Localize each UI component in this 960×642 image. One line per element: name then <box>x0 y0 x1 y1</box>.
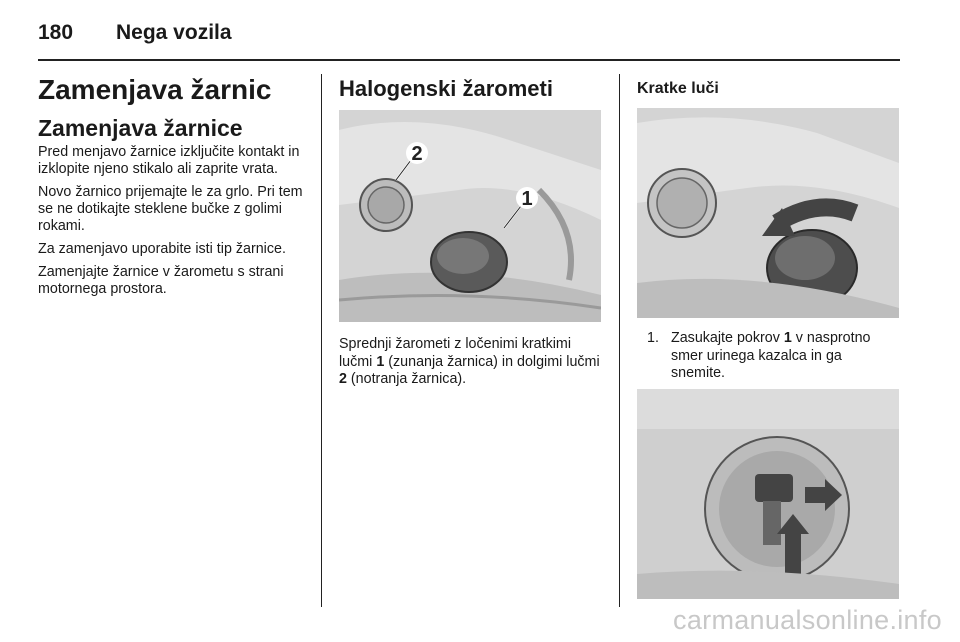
caption-text-1: Sprednji žarometi z ločenimi kratkimi lučmi <box>339 336 571 370</box>
figure-label-2: 2 <box>411 143 423 165</box>
low-beam-figure <box>637 108 899 318</box>
headlamp-illustration <box>339 110 601 322</box>
paragraph-1: Pred menjavo žarnice izključite kontakt in izklopite njeno stikalo ali zaprite vrata. <box>38 144 300 177</box>
column-2 <box>339 74 604 104</box>
low-beam-heading: Kratke luči <box>637 80 719 97</box>
headlamp-figure <box>339 110 601 322</box>
caption-ref-1: 1 <box>376 353 385 370</box>
paragraph-3: Za zamenjavo uporabite isti tip žarnice. <box>38 241 286 257</box>
step-1 <box>647 330 899 383</box>
column-3 <box>637 74 899 100</box>
paragraph-2: Novo žarnico prijemajte le za grlo. Pri tem se ne dotikajte steklene bučke z golimi rokami. <box>38 184 303 234</box>
watermark: carmanualsonline.info <box>673 605 942 635</box>
page-number: 180 <box>38 21 74 44</box>
column-1 <box>38 74 310 304</box>
step-1-text-b: v nasprotno smer urinega kazalca in ga snemite. <box>671 330 871 381</box>
bulb-removal-illustration <box>637 389 899 599</box>
headlamp-caption <box>339 336 607 389</box>
page-header <box>38 18 232 48</box>
step-1-ref: 1 <box>783 330 792 346</box>
halogen-heading: Halogenski žarometi <box>339 76 553 101</box>
rotate-cover-illustration <box>637 108 899 318</box>
step-1-text-a: Zasukajte pokrov <box>671 330 784 346</box>
caption-ref-2: 2 <box>339 371 347 387</box>
caption-text-3: (notranja žarnica). <box>346 371 467 387</box>
column-divider-2 <box>619 74 620 607</box>
step-1-number: 1. <box>647 330 659 346</box>
section-title: Nega vozila <box>116 21 232 44</box>
figure-label-1: 1 <box>521 188 533 210</box>
step-1-text <box>671 330 899 383</box>
caption-text-2: (zunanja žarnica) in dolgimi lučmi <box>384 353 600 370</box>
bulb-removal-figure <box>637 389 899 599</box>
paragraph-4: Zamenjajte žarnice v žarometu s strani motornega prostora. <box>38 264 284 297</box>
sub-heading: Zamenjava žarnice <box>38 115 243 141</box>
main-heading: Zamenjava žarnic <box>38 74 272 105</box>
header-rule <box>38 59 900 61</box>
column-divider-1 <box>321 74 322 607</box>
step-list <box>647 330 899 383</box>
